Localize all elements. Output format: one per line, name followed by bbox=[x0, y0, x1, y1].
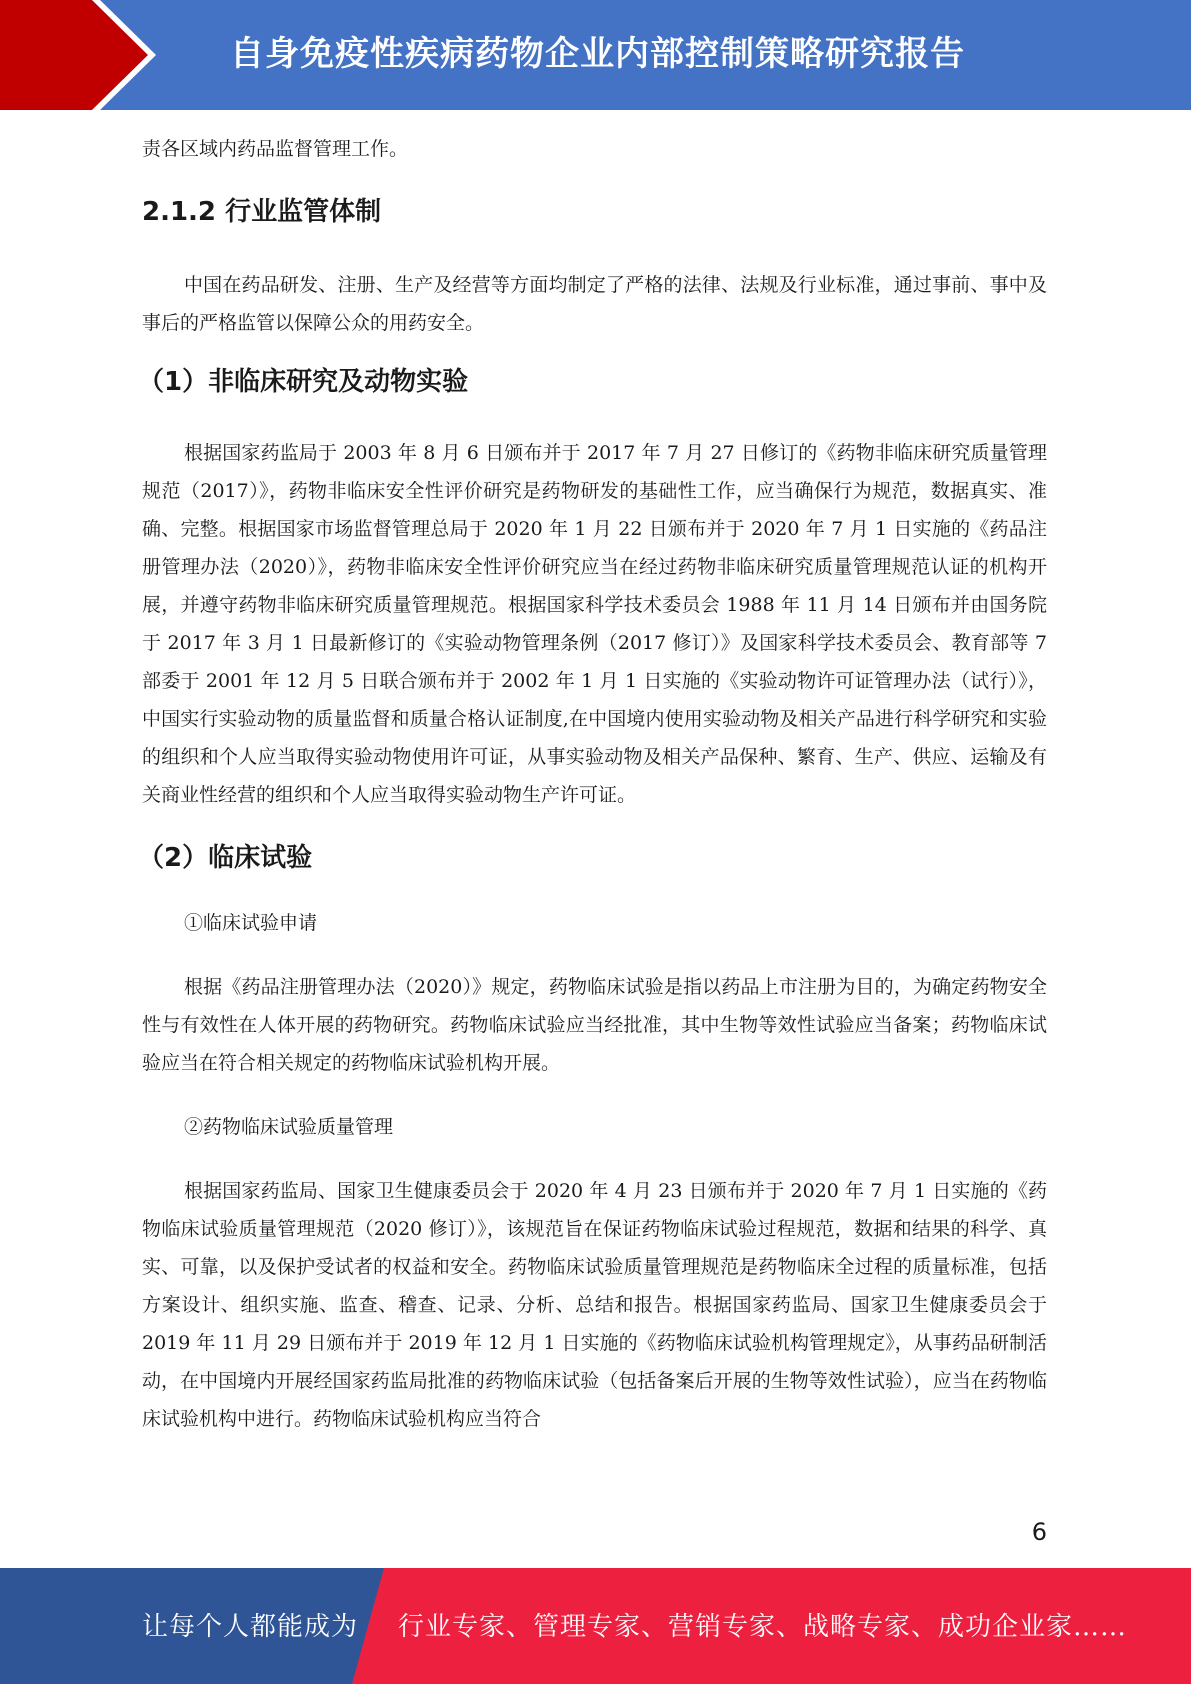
paragraph-nonclinical: 根据国家药监局于 2003 年 8 月 6 日颁布并于 2017 年 7 月 27 日修订的《药物非临床研究质量管理规范（2017）》，药物非临床安全性评价研究是药物研发的基础性工作，应当确保行为规范，数据真实、准确、完整。根据国家市场监督管理总局于 2020 年 1 月 22 日颁布并于 2020 年 7 月 1 日实施的《药品注册管理办法（2020）》，药物非临床安全性评价研究应当在经过药物非临床研究质量管理规范认证的机构开展，并遵守药物非临床研究质量管理规范。根据国家科学技术委员会 1988 年 11 月 14 日颁布并由国务院于 2017 年 3 月 1 日最新修订的《实验动物管理条例（2017 修订）》及国家科学技术委员会、教育部等 7 部委于 2001 年 12 月 5 日联合颁布并于 2002 年 1 月 1 日实施的《实验动物许可证管理办法（试行）》，中国实行实验动物的质量监督和质量合格认证制度,在中国境内使用实验动物及相关产品进行科学研究和实验的组织和个人应当取得实验动物使用许可证，从事实验动物及相关产品保种、繁育、生产、供应、运输及有关商业性经营的组织和个人应当取得实验动物生产许可证。 bbox=[142, 442, 1047, 806]
subsection-heading-clinical-trials: （2）临床试验 bbox=[138, 843, 313, 873]
paragraph-continuation: 责各区域内药品监督管理工作。 bbox=[142, 138, 409, 160]
item-clinical-quality-management: ②药物临床试验质量管理 bbox=[184, 1116, 394, 1138]
section-heading-2-1-2: 2.1.2 行业监管体制 bbox=[142, 197, 382, 227]
item-clinical-trial-application: ①临床试验申请 bbox=[184, 912, 318, 934]
footer-slogan-left: 让每个人都能成为 bbox=[142, 1612, 359, 1642]
paragraph-clinical-application: 根据《药品注册管理办法（2020）》规定，药物临床试验是指以药品上市注册为目的，为确定药物安全性与有效性在人体开展的药物研究。药物临床试验应当经批准，其中生物等效性试验应当备案；药物临床试验应当在符合相关规定的药物临床试验机构开展。 bbox=[142, 976, 1047, 1074]
paragraph-clinical-quality: 根据国家药监局、国家卫生健康委员会于 2020 年 4 月 23 日颁布并于 2020 年 7 月 1 日实施的《药物临床试验质量管理规范（2020 修订）》，该规范旨在保证药物临床试验过程规范，数据和结果的科学、真实、可靠，以及保护受试者的权益和安全。药物临床试验质量管理规范是药物临床全过程的质量标准，包括方案设计、组织实施、监查、稽查、记录、分析、总结和报告。根据国家药监局、国家卫生健康委员会于 2019 年 11 月 29 日颁布并于 2019 年 12 月 1 日实施的《药物临床试验机构管理规定》，从事药品研制活动，在中国境内开展经国家药监局批准的药物临床试验（包括备案后开展的生物等效性试验），应当在药物临床试验机构中进行。药物临床试验机构应当符合 bbox=[142, 1180, 1047, 1430]
page-header bbox=[0, 0, 1191, 110]
document-body bbox=[138, 128, 1047, 1438]
paragraph-regulatory-overview: 中国在药品研发、注册、生产及经营等方面均制定了严格的法律、法规及行业标准，通过事前、事中及事后的严格监管以保障公众的用药安全。 bbox=[142, 274, 1047, 334]
header-chevron-decoration bbox=[0, 0, 160, 110]
page-footer bbox=[0, 1568, 1191, 1684]
page-number: 6 bbox=[1031, 1518, 1047, 1546]
footer-slogan-right: 行业专家、管理专家、营销专家、战略专家、成功企业家…… bbox=[398, 1612, 1128, 1642]
subsection-heading-nonclinical: （1）非临床研究及动物实验 bbox=[138, 367, 469, 397]
report-title: 自身免疫性疾病药物企业内部控制策略研究报告 bbox=[230, 34, 965, 74]
